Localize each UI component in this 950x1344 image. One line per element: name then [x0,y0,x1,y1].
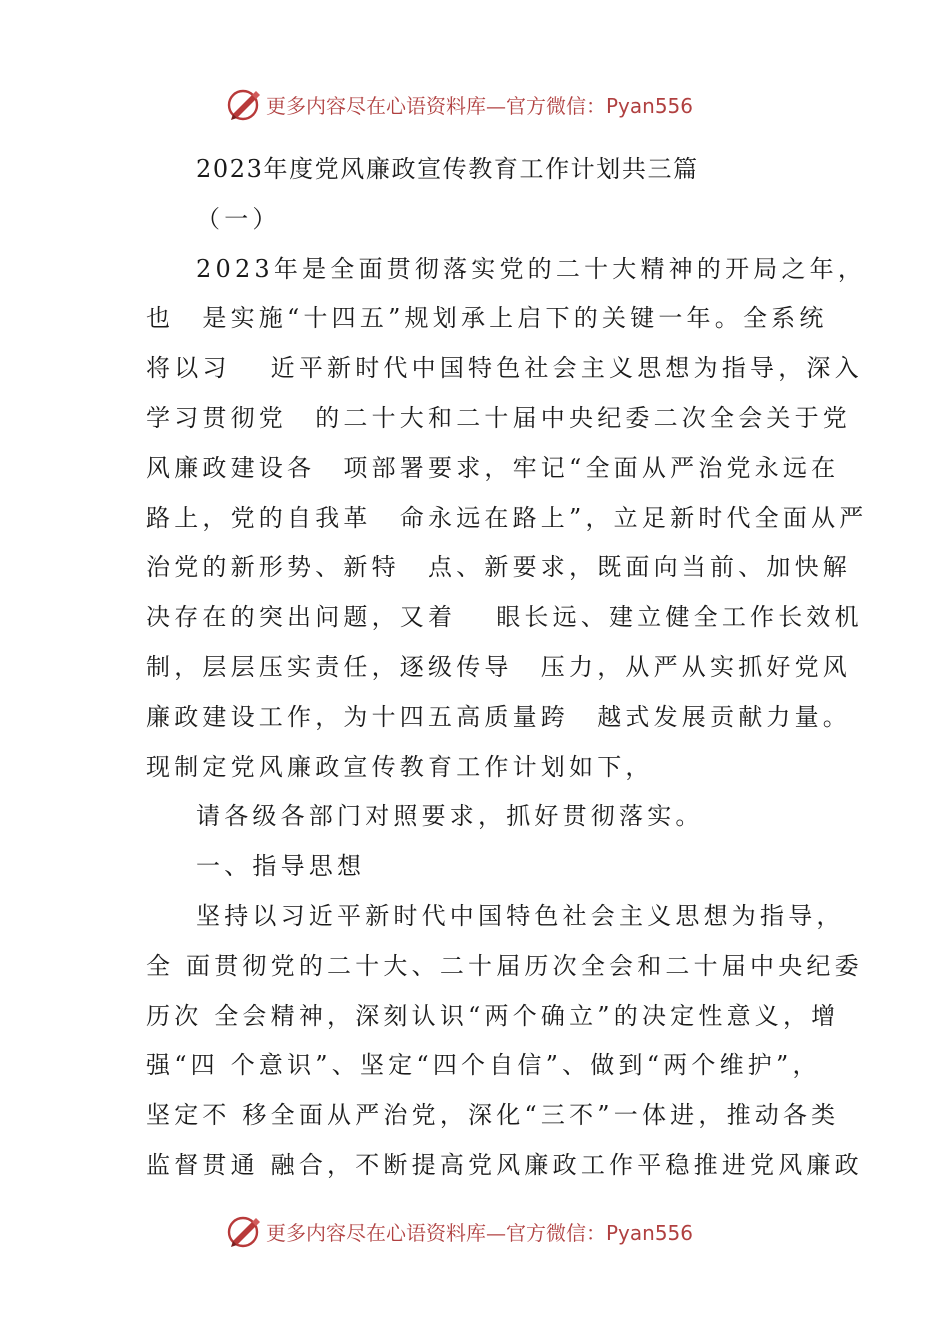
watermark-label: 更多内容尽在心语资料库—官方微信： [266,1220,606,1245]
watermark-text [266,90,693,119]
paragraph-line: 全 面贯彻党的二十大、二十届历次全会和二十届中央纪委 [146,951,863,980]
paragraph-line: 学习贯彻党 的二十大和二十届中央纪委二次全会关于党 [146,403,851,432]
paragraph-line: 监督贯通 融合，不断提高党风廉政工作平稳推进党风廉政 [146,1150,863,1179]
paragraph-line: 治党的新形势、新特 点、新要求，既面向当前、加快解 [146,553,851,582]
paragraph-line: 制，层层压实责任，逐级传导 压力，从严从实抓好党风 [146,652,851,681]
paragraph-line: 路上，党的自我革 命永远在路上”，立足新时代全面从严 [146,503,868,532]
paragraph-line: 现制定党风廉政宣传教育工作计划如下， [146,752,654,781]
paragraph-line: 请各级各部门对照要求，抓好贯彻落实。 [196,802,704,831]
paragraph-line: 坚定不 移全面从严治党，深化“三不”一体进，推动各类 [146,1101,840,1130]
watermark-handle: Pyan556 [606,93,694,118]
pen-logo-icon [226,1213,262,1249]
pen-logo-icon [226,86,262,122]
paragraph-line: 决存在的突出问题，又着 眼长远、建立健全工作长效机 [146,603,863,632]
watermark-label: 更多内容尽在心语资料库—官方微信： [266,93,606,118]
document-body [146,145,868,1191]
watermark-header [226,84,693,124]
watermark-text [266,1217,693,1246]
section-marker: （一） [196,204,281,233]
watermark-handle: Pyan556 [606,1220,694,1245]
paragraph-line: 2023年是全面贯彻落实党的二十大精神的开局之年， [196,254,867,283]
watermark-footer [226,1211,693,1251]
paragraph-line: 风廉政建设各 项部署要求，牢记“全面从严治党永远在 [146,453,840,482]
section-heading: 一、指导思想 [196,852,366,881]
paragraph-line: 历次 全会精神，深刻认识“两个确立”的决定性意义，增 [146,1001,840,1030]
paragraph-line: 强“四 个意识”、坚定“四个自信”、做到“两个维护”， [146,1051,821,1080]
paragraph-line: 将以习 近平新时代中国特色社会主义思想为指导，深入 [146,354,863,383]
document-title: 2023年度党风廉政宣传教育工作计划共三篇 [196,155,699,183]
paragraph-line: 坚持以习近平新时代中国特色社会主义思想为指导， [196,901,845,930]
paragraph-line: 廉政建设工作，为十四五高质量跨 越式发展贡献力量。 [146,702,851,731]
paragraph-line: 也 是实施“十四五”规划承上启下的关键一年。全系统 [146,304,828,333]
